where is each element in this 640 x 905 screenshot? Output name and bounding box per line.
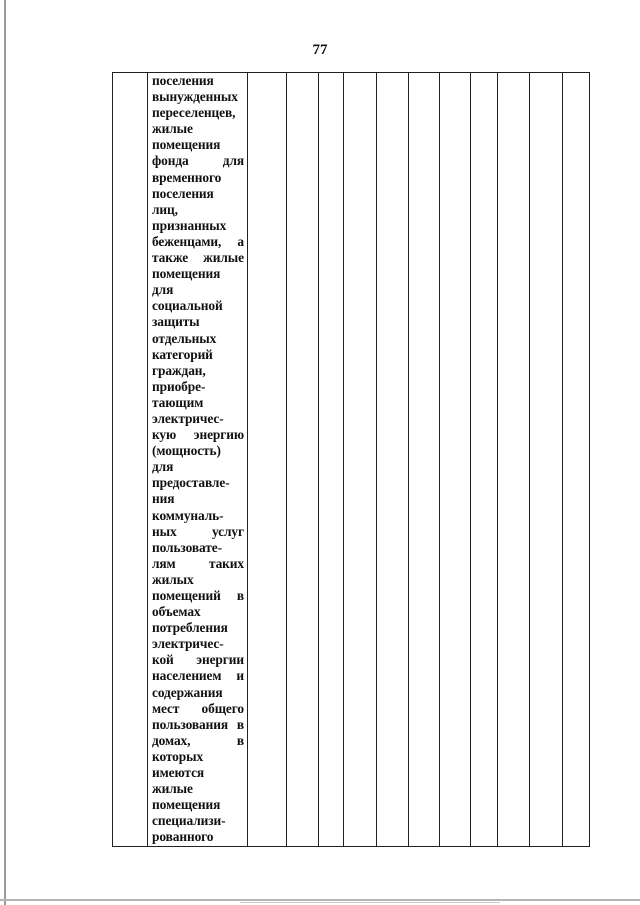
- description-text: [148, 73, 247, 846]
- description-line: временного: [152, 169, 222, 185]
- table-cell-empty: [563, 73, 590, 847]
- description-line: жилые: [152, 781, 193, 797]
- description-line: имеются: [152, 765, 205, 781]
- scan-edge-bottom-inner: [240, 902, 500, 903]
- description-line: пользовате-: [152, 539, 222, 555]
- description-line: отдельных: [152, 330, 217, 346]
- description-line: для: [152, 282, 174, 298]
- description-line: также жилые: [152, 250, 244, 266]
- description-line: потребления: [152, 620, 228, 636]
- description-line: (мощность): [152, 443, 221, 459]
- description-line: домах, в: [152, 732, 244, 748]
- description-line: для: [152, 459, 174, 475]
- table-cell-index: [113, 73, 148, 847]
- description-line: населением и: [152, 668, 244, 684]
- table-cell-empty: [498, 73, 530, 847]
- table-cell-empty: [319, 73, 344, 847]
- table-cell-empty: [409, 73, 440, 847]
- description-line: жилые: [152, 121, 193, 137]
- description-line: категорий: [152, 346, 213, 362]
- description-line: лиц,: [152, 201, 178, 217]
- description-line: поселения: [152, 185, 214, 201]
- description-line: признанных: [152, 217, 227, 233]
- description-line: фонда для: [152, 153, 244, 169]
- description-line: вынужденных: [152, 89, 238, 105]
- table-cell-empty: [377, 73, 409, 847]
- description-line: специализи-: [152, 813, 226, 829]
- description-line: лям таких: [152, 555, 244, 571]
- description-line: беженцами, а: [152, 233, 244, 249]
- description-line: объемах: [152, 604, 201, 620]
- description-line: электричес-: [152, 410, 224, 426]
- description-line: защиты: [152, 314, 200, 330]
- table-cell-description: [148, 73, 248, 847]
- description-line: кой энергии: [152, 652, 244, 668]
- description-line: пользования в: [152, 716, 244, 732]
- description-line: переселенцев,: [152, 105, 236, 121]
- scan-edge-left: [4, 0, 6, 905]
- table-cell-empty: [344, 73, 377, 847]
- table-cell-empty: [471, 73, 498, 847]
- description-line: мест общего: [152, 700, 244, 716]
- description-line: поселения: [152, 73, 214, 88]
- tariff-table: [112, 72, 590, 847]
- table-cell-empty: [530, 73, 563, 847]
- scan-edge-bottom: [0, 899, 640, 901]
- description-line: ния: [152, 491, 175, 507]
- description-line: электричес-: [152, 636, 224, 652]
- description-line: жилых: [152, 571, 194, 587]
- description-line: коммуналь-: [152, 507, 224, 523]
- table-cell-empty: [248, 73, 287, 847]
- description-line: помещения: [152, 137, 221, 153]
- description-line: помещения: [152, 266, 221, 282]
- description-line: помещения: [152, 797, 221, 813]
- table-cell-empty: [287, 73, 319, 847]
- table-cell-empty: [440, 73, 471, 847]
- description-line: содержания: [152, 684, 223, 700]
- description-line: предоставле-: [152, 475, 230, 491]
- page-number: 77: [312, 42, 328, 58]
- description-line: граждан,: [152, 362, 206, 378]
- description-line: рованного: [152, 829, 214, 845]
- description-line: ных услуг: [152, 523, 244, 539]
- description-line: кую энергию: [152, 427, 244, 443]
- description-line: помещений в: [152, 588, 244, 603]
- description-line: приобре-: [152, 378, 206, 394]
- description-line: социальной: [152, 298, 223, 314]
- table-row: [113, 73, 590, 847]
- description-line: тающим: [152, 394, 204, 410]
- description-line: которых: [152, 748, 204, 764]
